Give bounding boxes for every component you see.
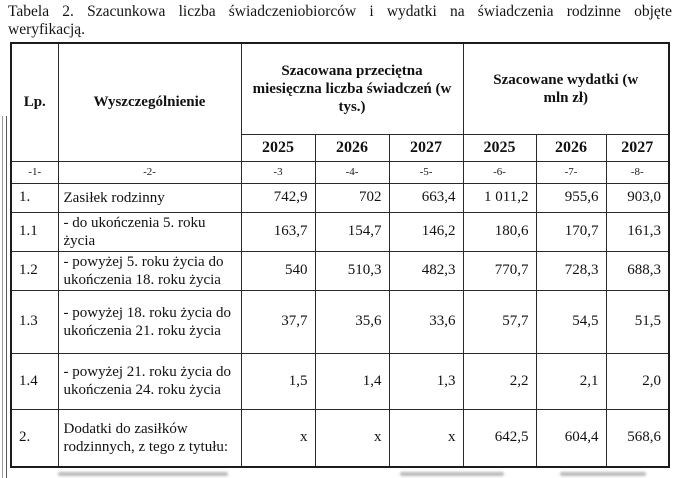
cell-value: 2,2 bbox=[463, 353, 536, 409]
header-row-column-numbers bbox=[11, 161, 669, 183]
year-header-benefits-2025: 2025 bbox=[241, 134, 315, 161]
row-lp: 1.4 bbox=[11, 353, 58, 409]
scan-smudge bbox=[58, 472, 228, 476]
table-caption-line1: Tabela 2. Szacunkowa liczba świadczeniobiorców i wydatki na świadczenia rodzinne objęte bbox=[8, 3, 672, 20]
header-specification: Wyszczególnienie bbox=[58, 43, 241, 161]
cell-value: 604,4 bbox=[536, 409, 606, 467]
cell-value: 161,3 bbox=[606, 212, 669, 251]
row-lp: 1.3 bbox=[11, 290, 58, 353]
cell-value: 482,3 bbox=[389, 251, 463, 290]
header-group-benefits-text: Szacowana przeciętna miesięczna liczba świadczeń (w tys.) bbox=[252, 62, 452, 115]
table-row bbox=[11, 353, 669, 409]
scan-smudge bbox=[560, 472, 646, 476]
cell-value: 2,0 bbox=[606, 353, 669, 409]
cell-value: 180,6 bbox=[463, 212, 536, 251]
cell-value: 540 bbox=[241, 251, 315, 290]
cell-value: x bbox=[315, 409, 389, 467]
row-label: - powyżej 21. roku życia do ukończenia 24. roku życia bbox=[58, 353, 241, 409]
row-label: Zasiłek rodzinny bbox=[58, 183, 241, 212]
row-lp: 2. bbox=[11, 409, 58, 467]
year-header-benefits-2027: 2027 bbox=[389, 134, 463, 161]
cell-value: 57,7 bbox=[463, 290, 536, 353]
cell-value: 54,5 bbox=[536, 290, 606, 353]
column-number-7: -7- bbox=[536, 161, 606, 183]
row-label: - powyżej 18. roku życia do ukończenia 21. roku życia bbox=[58, 290, 241, 353]
year-header-expenses-2027: 2027 bbox=[606, 134, 669, 161]
row-lp: 1.2 bbox=[11, 251, 58, 290]
cell-value: 35,6 bbox=[315, 290, 389, 353]
year-header-expenses-2026: 2026 bbox=[536, 134, 606, 161]
header-group-benefits bbox=[241, 43, 463, 134]
cell-value: 1,5 bbox=[241, 353, 315, 409]
year-header-expenses-2025: 2025 bbox=[463, 134, 536, 161]
row-lp: 1. bbox=[11, 183, 58, 212]
benefits-statistics-table bbox=[10, 42, 670, 468]
header-row-main bbox=[11, 43, 669, 134]
header-group-expenses-text: Szacowane wydatki (w mln zł) bbox=[493, 71, 639, 106]
cell-value: 170,7 bbox=[536, 212, 606, 251]
cell-value: 903,0 bbox=[606, 183, 669, 212]
cell-value: 770,7 bbox=[463, 251, 536, 290]
row-lp: 1.1 bbox=[11, 212, 58, 251]
cell-value: 2,1 bbox=[536, 353, 606, 409]
cell-value: 688,3 bbox=[606, 251, 669, 290]
header-group-expenses bbox=[463, 43, 669, 134]
page-edge-line-outer bbox=[2, 116, 3, 478]
column-number-4: -4- bbox=[315, 161, 389, 183]
table-caption-line2: weryfikacją. bbox=[8, 21, 86, 38]
row-label: - do ukończenia 5. roku życia bbox=[58, 212, 241, 251]
column-number-6: -6- bbox=[463, 161, 536, 183]
table-row bbox=[11, 251, 669, 290]
column-number-3: -3 bbox=[241, 161, 315, 183]
cell-value: 37,7 bbox=[241, 290, 315, 353]
cell-value: 1,3 bbox=[389, 353, 463, 409]
header-lp: Lp. bbox=[11, 43, 58, 161]
table-caption bbox=[8, 3, 672, 39]
year-header-benefits-2026: 2026 bbox=[315, 134, 389, 161]
cell-value: 154,7 bbox=[315, 212, 389, 251]
cell-value: 1,4 bbox=[315, 353, 389, 409]
table-row bbox=[11, 212, 669, 251]
cell-value: 510,3 bbox=[315, 251, 389, 290]
column-number-2: -2- bbox=[58, 161, 241, 183]
cell-value: 742,9 bbox=[241, 183, 315, 212]
cell-value: 728,3 bbox=[536, 251, 606, 290]
column-number-5: -5- bbox=[389, 161, 463, 183]
cell-value: 955,6 bbox=[536, 183, 606, 212]
cell-value: x bbox=[389, 409, 463, 467]
cell-value: 163,7 bbox=[241, 212, 315, 251]
row-label: Dodatki do zasiłków rodzinnych, z tego z tytułu: bbox=[58, 409, 241, 467]
scan-smudge bbox=[400, 472, 504, 476]
table-row bbox=[11, 183, 669, 212]
column-number-1: -1- bbox=[11, 161, 58, 183]
table-row bbox=[11, 290, 669, 353]
cell-value: 146,2 bbox=[389, 212, 463, 251]
cell-value: 568,6 bbox=[606, 409, 669, 467]
row-label: - powyżej 5. roku życia do ukończenia 18. roku życia bbox=[58, 251, 241, 290]
page-edge-line-inner bbox=[6, 116, 7, 478]
cell-value: 663,4 bbox=[389, 183, 463, 212]
column-number-8: -8- bbox=[606, 161, 669, 183]
table-row bbox=[11, 409, 669, 467]
cell-value: 702 bbox=[315, 183, 389, 212]
cell-value: 51,5 bbox=[606, 290, 669, 353]
cell-value: 642,5 bbox=[463, 409, 536, 467]
cell-value: 33,6 bbox=[389, 290, 463, 353]
cell-value: x bbox=[241, 409, 315, 467]
cell-value: 1 011,2 bbox=[463, 183, 536, 212]
